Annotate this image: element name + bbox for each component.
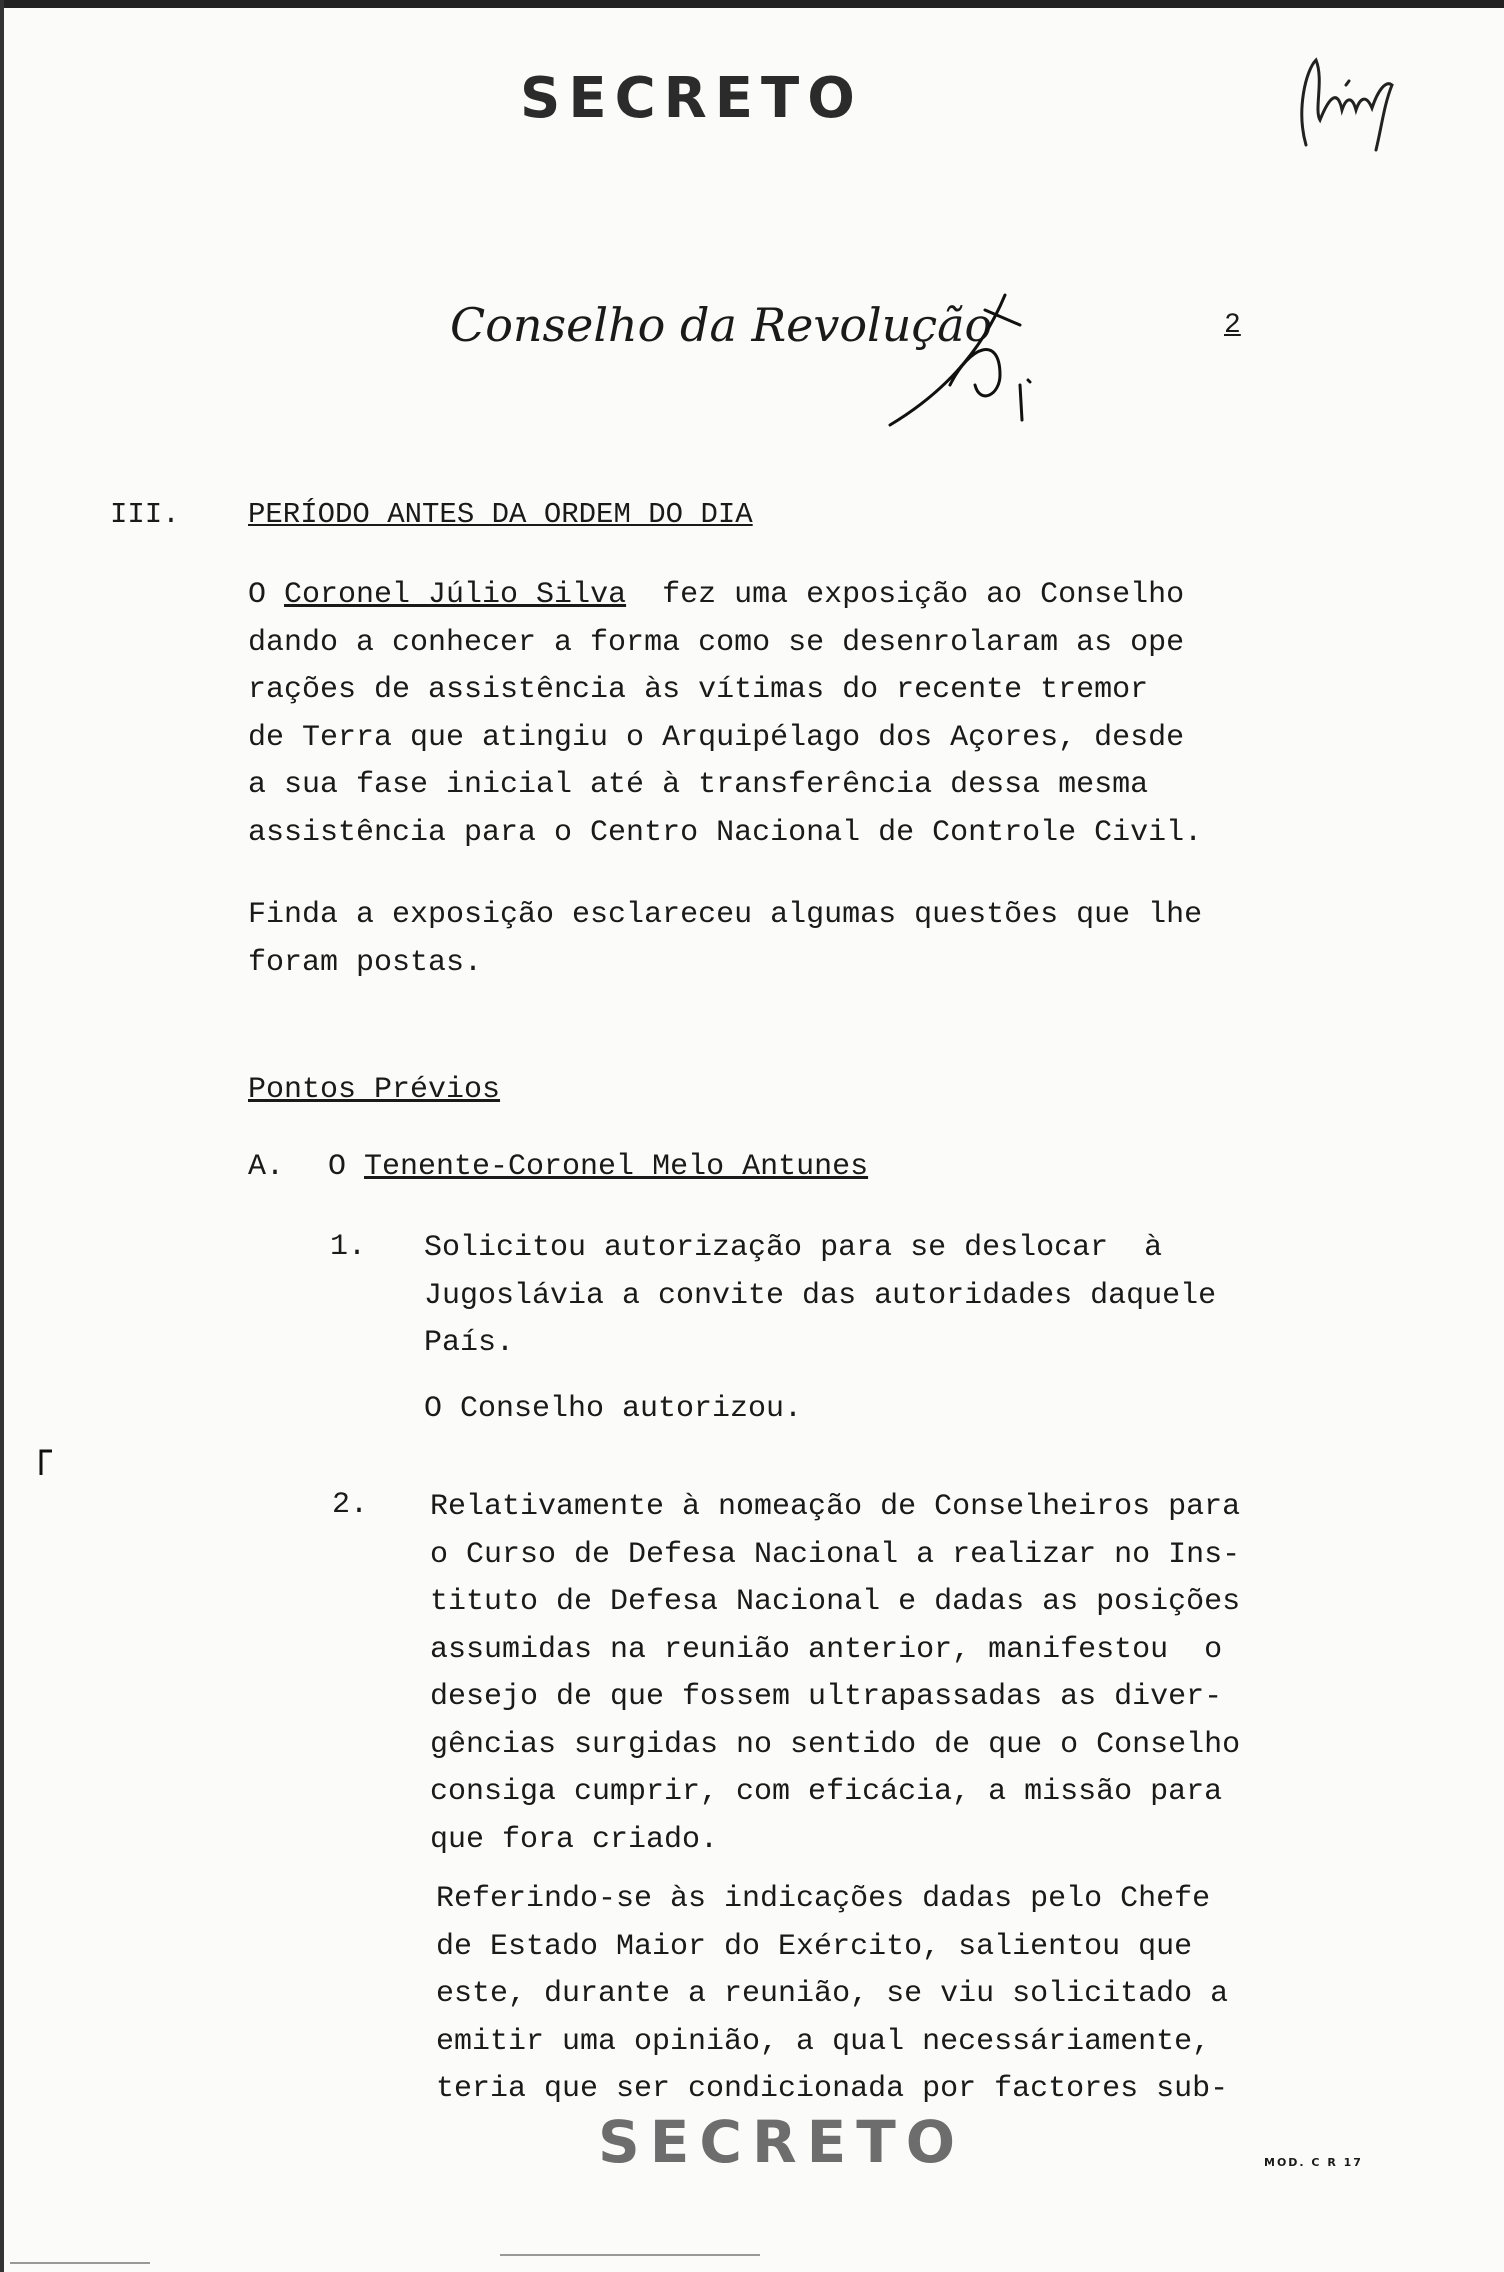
scan-corner-mark xyxy=(38,1448,54,1476)
text-fragment: O xyxy=(248,578,285,612)
text-fragment: fez uma exposição ao Conselho xyxy=(626,578,1185,612)
item-a-heading xyxy=(328,1150,868,1184)
section-number: III. xyxy=(110,498,180,531)
paragraph-clarification xyxy=(248,892,1202,987)
text-line: a sua fase inicial até à transferência dessa mesma xyxy=(248,768,1149,802)
item-number: 2. xyxy=(332,1488,369,1522)
text-line: desejo de que fossem ultrapassadas as diver- xyxy=(430,1680,1223,1714)
secret-stamp-top: SECRETO xyxy=(520,66,863,131)
text-line: Jugoslávia a convite das autoridades daquele xyxy=(424,1278,1217,1313)
scan-noise xyxy=(500,2254,760,2256)
text-line: de Estado Maior do Exército, salientou que xyxy=(436,1929,1193,1964)
scan-noise xyxy=(10,2262,150,2264)
paragraph-exposition xyxy=(248,572,1202,857)
scan-left-border xyxy=(0,0,4,2272)
text-fragment: O xyxy=(328,1150,365,1184)
handwritten-initials xyxy=(1286,50,1416,160)
text-line: gências surgidas no sentido de que o Conselho xyxy=(430,1727,1241,1762)
text-line: assumidas na reunião anterior, manifestou o xyxy=(430,1632,1223,1667)
text-line: de Terra que atingiu o Arquipélago dos Açores, desde xyxy=(248,720,1185,755)
text-line: consiga cumprir, com eficácia, a missão para xyxy=(430,1775,1223,1809)
item-letter: A. xyxy=(248,1150,285,1184)
text-line: Solicitou autorização para se deslocar à xyxy=(424,1231,1163,1265)
speaker-name: Tenente-Coronel Melo Antunes xyxy=(364,1150,869,1184)
text-line: foram postas. xyxy=(248,945,483,980)
item-number: 1. xyxy=(330,1230,367,1264)
text-line: Finda a exposição esclareceu algumas questões que lhe xyxy=(248,898,1203,932)
page-number: 2 xyxy=(1224,310,1241,341)
item2-continuation xyxy=(436,1876,1228,2114)
text-line: assistência para o Centro Nacional de Controle Civil. xyxy=(248,815,1203,850)
item2-text xyxy=(430,1484,1240,1864)
letterhead-title: Conselho da Revolução xyxy=(450,298,993,352)
handwritten-signature xyxy=(880,285,1050,435)
scan-top-border xyxy=(0,0,1504,8)
text-line: rações de assistência às vítimas do recente tremor xyxy=(248,673,1149,707)
item1-text xyxy=(424,1225,1216,1368)
text-line: emitir uma opinião, a qual necessáriamente, xyxy=(436,2024,1211,2059)
text-line: dando a conhecer a forma como se desenrolaram as ope xyxy=(248,625,1185,660)
section-title: PERÍODO ANTES DA ORDEM DO DIA xyxy=(248,498,753,531)
text-line: este, durante a reunião, se viu solicitado a xyxy=(436,1977,1229,2011)
speaker-name: Coronel Júlio Silva xyxy=(284,578,627,612)
text-line: que fora criado. xyxy=(430,1822,719,1857)
text-line: tituto de Defesa Nacional e dadas as posições xyxy=(430,1585,1241,1619)
secret-stamp-bottom: SECRETO xyxy=(598,2108,966,2176)
text-line: Relativamente à nomeação de Conselheiros para xyxy=(430,1490,1241,1524)
text-line: País. xyxy=(424,1326,515,1360)
form-code: MOD. C R 17 xyxy=(1264,2156,1363,2169)
item1-result: O Conselho autorizou. xyxy=(424,1392,803,1426)
subsection-heading: Pontos Prévios xyxy=(248,1073,501,1107)
text-line: o Curso de Defesa Nacional a realizar no Ins- xyxy=(430,1537,1241,1572)
text-line: teria que ser condicionada por factores sub- xyxy=(436,2072,1229,2106)
text-line: Referindo-se às indicações dadas pelo Chefe xyxy=(436,1882,1211,1916)
